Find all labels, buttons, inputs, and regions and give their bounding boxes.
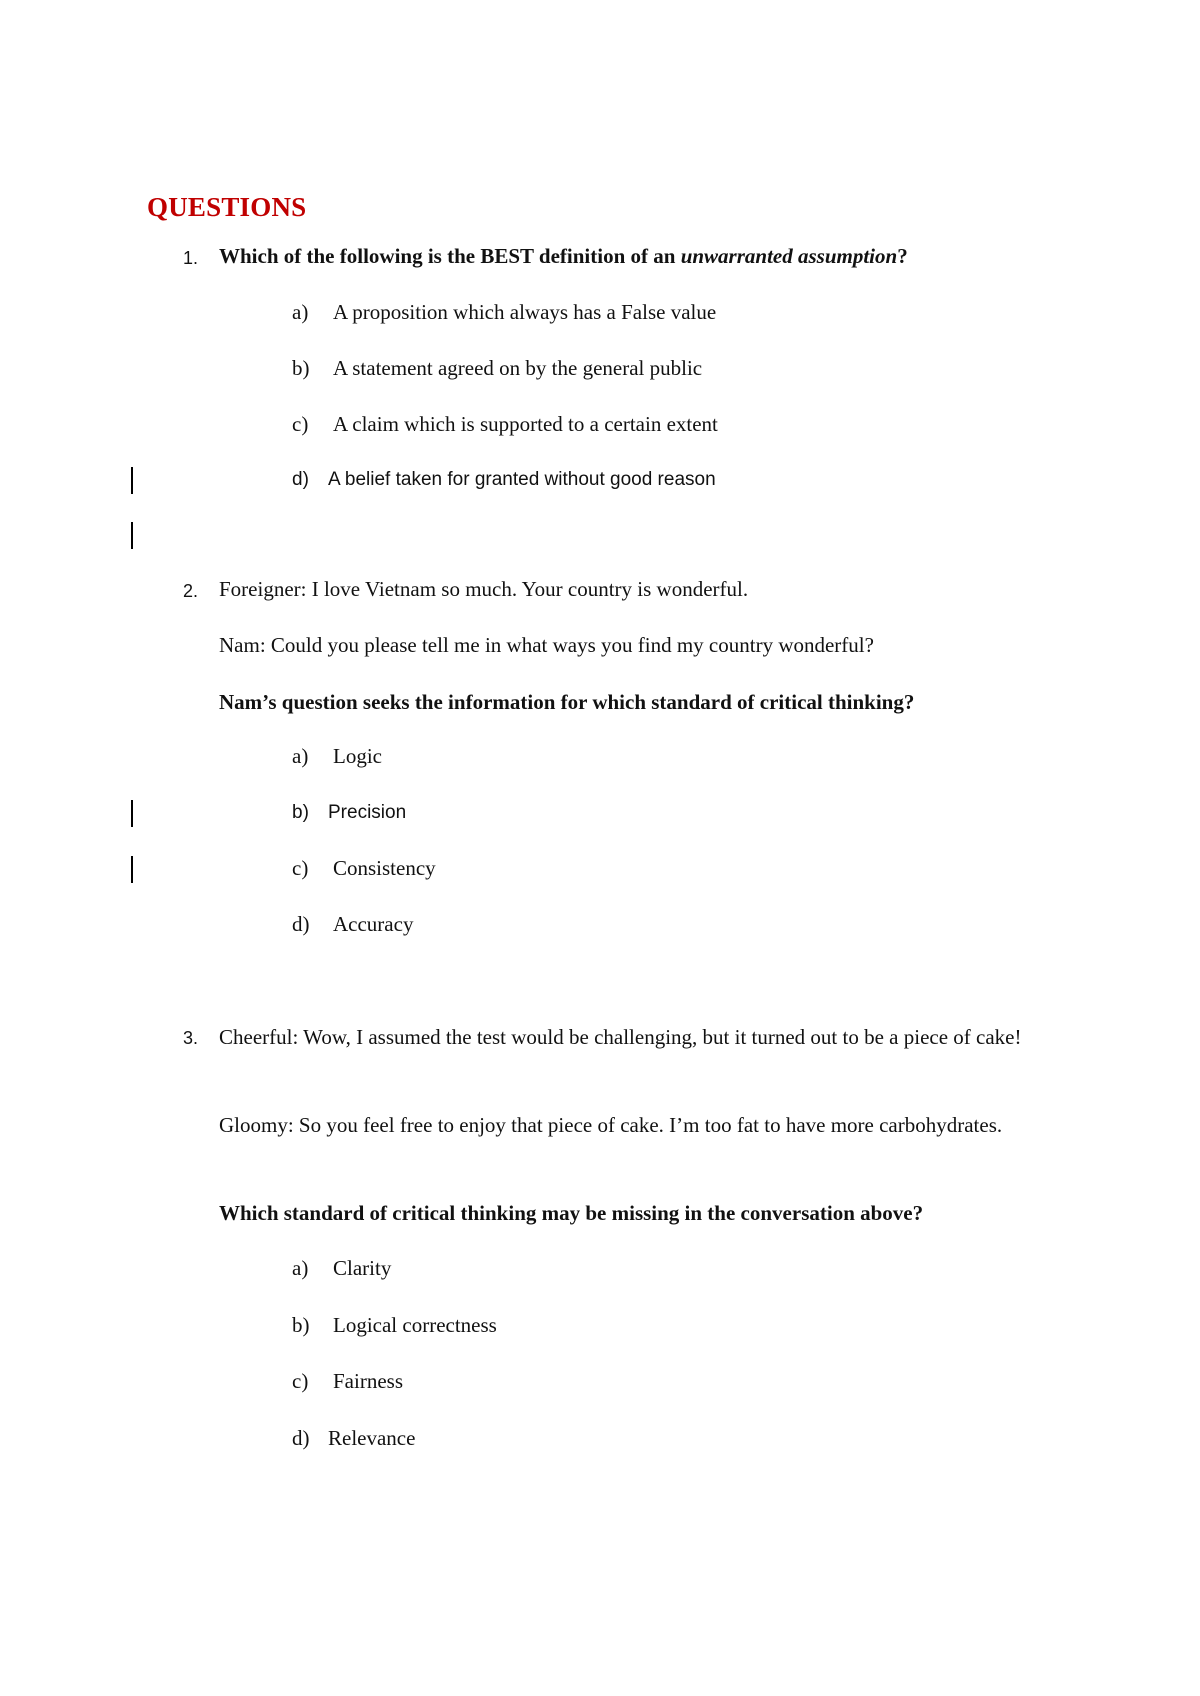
question-1-stem-prefix: Which of the following is the BEST definition of an — [219, 244, 681, 268]
option-letter: c) — [292, 1369, 309, 1393]
option-text: A proposition which always has a False value — [333, 300, 717, 324]
option-letter: d) — [292, 912, 310, 936]
question-3-option-a — [292, 1258, 391, 1279]
option-text: Accuracy — [333, 912, 414, 936]
option-text: A statement agreed on by the general public — [333, 356, 703, 380]
question-2-prompt: Nam’s question seeks the information for which standard of critical thinking? — [219, 690, 915, 714]
option-text: Fairness — [333, 1369, 403, 1393]
question-3-line-2: Gloomy: So you feel free to enjoy that piece of cake. I’m too fat to have more carbohydrates. — [219, 1113, 1003, 1137]
option-text: A belief taken for granted without good reason — [328, 469, 716, 490]
question-1-option-c — [292, 414, 718, 435]
revision-change-bar — [131, 522, 133, 549]
question-2-option-c — [292, 858, 436, 879]
option-letter: a) — [292, 300, 309, 324]
question-3-prompt: Which standard of critical thinking may be missing in the conversation above? — [219, 1201, 924, 1225]
question-2-option-a — [292, 746, 382, 767]
question-3-line-1: Cheerful: Wow, I assumed the test would be challenging, but it turned out to be a piece of cake! — [219, 1025, 1022, 1049]
option-text: Consistency — [333, 856, 436, 880]
option-letter: b) — [292, 356, 310, 380]
option-text: A claim which is supported to a certain extent — [333, 412, 718, 436]
option-letter: a) — [292, 744, 309, 768]
option-letter: d) — [292, 469, 309, 490]
question-3-option-b — [292, 1315, 497, 1336]
question-2-option-d — [292, 914, 413, 935]
option-letter: c) — [292, 412, 309, 436]
revision-change-bar — [131, 800, 133, 827]
question-1-option-a — [292, 302, 716, 323]
option-letter: c) — [292, 856, 309, 880]
revision-change-bar — [131, 856, 133, 883]
question-1-stem-italic: unwarranted assumption — [680, 244, 898, 268]
question-1-option-d — [292, 470, 716, 489]
question-2-number: 2. — [183, 581, 199, 601]
question-3-number: 3. — [183, 1028, 199, 1048]
option-text: Logic — [333, 744, 382, 768]
option-text: Precision — [328, 802, 407, 823]
question-1-option-b — [292, 358, 702, 379]
question-3-option-c — [292, 1371, 403, 1392]
question-2-line-2: Nam: Could you please tell me in what ways you find my country wonderful? — [219, 633, 874, 657]
option-letter: b) — [292, 1313, 310, 1337]
option-text: Clarity — [333, 1256, 392, 1280]
question-3-option-d — [292, 1428, 415, 1449]
question-1-stem-suffix: ? — [897, 244, 908, 268]
revision-change-bar — [131, 467, 133, 494]
question-2-option-b — [292, 803, 406, 822]
question-1-stem — [219, 246, 908, 267]
option-letter: b) — [292, 802, 309, 823]
option-letter: d) — [292, 1426, 310, 1450]
option-text: Logical correctness — [333, 1313, 497, 1337]
question-2-line-1: Foreigner: I love Vietnam so much. Your country is wonderful. — [219, 577, 749, 601]
page-title: QUESTIONS — [147, 192, 307, 222]
question-1-number: 1. — [183, 248, 199, 268]
option-text: Relevance — [328, 1426, 416, 1450]
option-letter: a) — [292, 1256, 309, 1280]
